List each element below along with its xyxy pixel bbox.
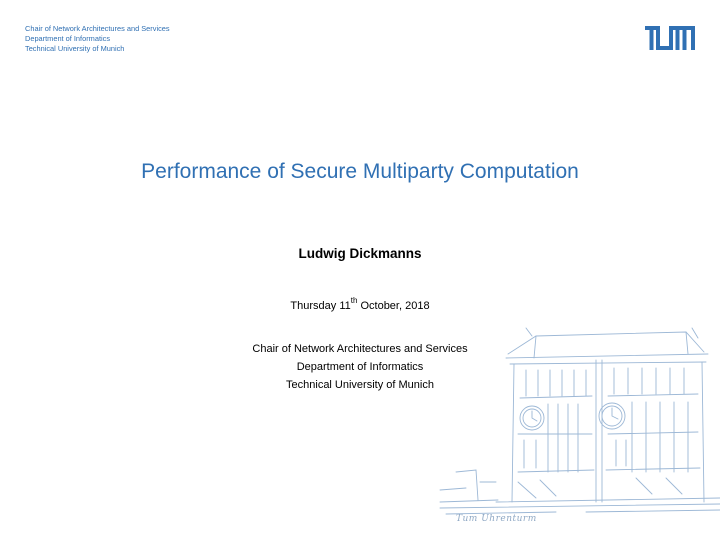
date-prefix: Thursday 11 bbox=[290, 300, 351, 312]
author-name: Ludwig Dickmanns bbox=[298, 246, 422, 261]
affiliation-chair: Chair of Network Architectures and Services bbox=[252, 343, 468, 355]
clock-tower-sketch-icon bbox=[436, 322, 720, 532]
date-suffix: October, 2018 bbox=[357, 300, 430, 312]
tum-logo-icon bbox=[645, 26, 695, 50]
header-department: Department of Informatics bbox=[25, 34, 111, 43]
affiliation-university: Technical University of Munich bbox=[286, 379, 434, 391]
chair-header bbox=[25, 24, 170, 54]
presentation-title: Performance of Secure Multiparty Computation bbox=[141, 160, 579, 183]
presentation-date bbox=[0, 296, 720, 312]
header-chair: Chair of Network Architectures and Services bbox=[25, 24, 170, 33]
date-superscript: th bbox=[350, 296, 358, 305]
sketch-signature: Tum Uhrenturm bbox=[456, 514, 537, 524]
affiliation-department: Department of Informatics bbox=[296, 361, 424, 373]
header-university: Technical University of Munich bbox=[25, 44, 125, 53]
